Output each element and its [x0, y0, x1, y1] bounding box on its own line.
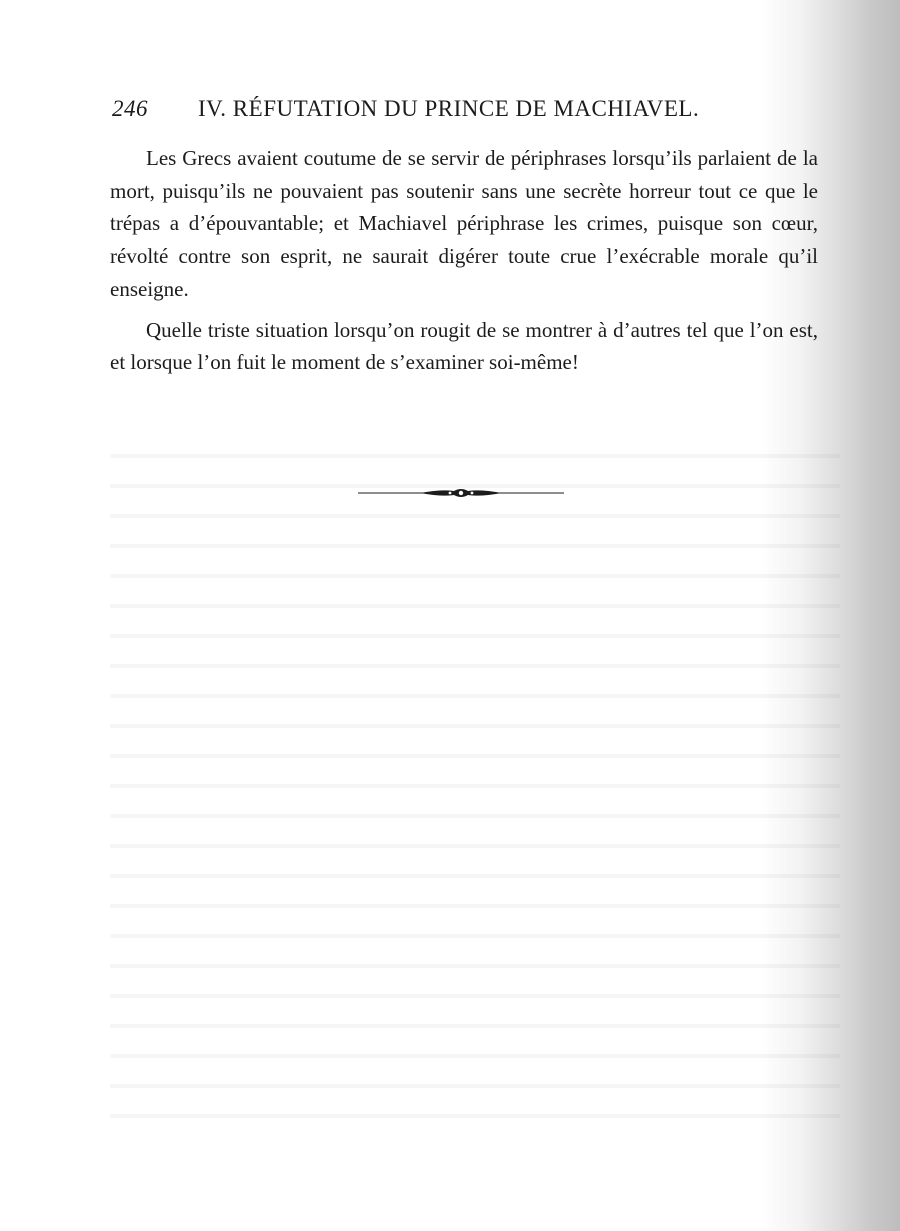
show-through-text [110, 440, 840, 1130]
running-head-title: IV. RÉFUTATION DU PRINCE DE MACHIAVEL. [198, 96, 700, 121]
running-head [112, 96, 752, 136]
paragraph: Les Grecs avaient coutume de se servir de périphrases lorsqu’ils parlaient de la mort, puisqu’ils ne pouvaient pas soutenir sans une secrète horreur tout ce que le trépas a d’épouvantable; et Machiavel périphrase les crimes, puisque son cœur, révolté contre son esprit, ne saurait digérer toute crue l’exécrable morale qu’il enseigne. [110, 146, 818, 301]
body-text [110, 142, 818, 387]
page-number: 246 [112, 96, 148, 121]
paragraph: Quelle triste situation lorsqu’on rougit de se montrer à d’autres tel que l’on est, et lorsque l’on fuit le moment de s’examiner soi-même! [110, 317, 818, 375]
tailpiece-ornament-icon [358, 484, 564, 502]
